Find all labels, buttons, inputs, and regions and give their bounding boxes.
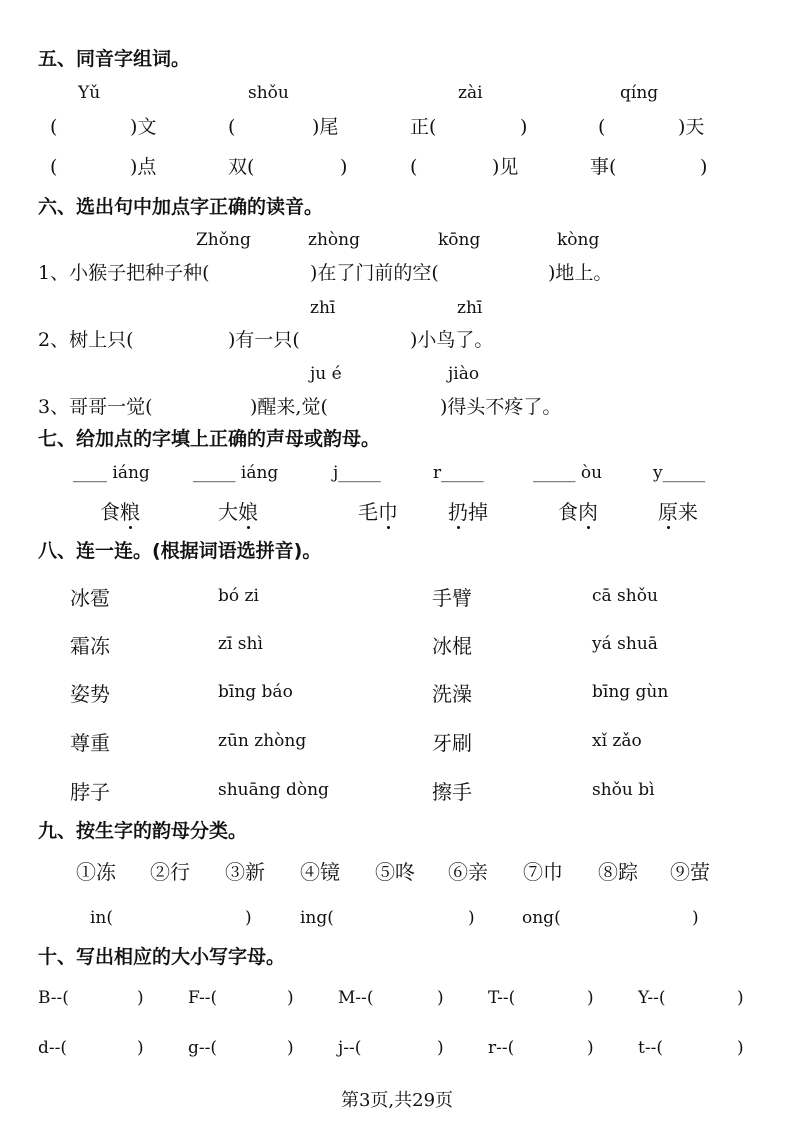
pinyin-option[interactable]: bó zi [218, 586, 259, 606]
char-item: ⑤咚 [375, 860, 415, 884]
letter-item: ) [137, 1038, 144, 1058]
char-item: ③新 [225, 860, 265, 884]
pinyin: qíng [620, 83, 659, 103]
letter-item: ) [587, 1038, 594, 1058]
word[interactable]: 脖子 [70, 780, 110, 804]
blank[interactable]: ____ iáng [73, 463, 150, 483]
question-1: 1、小猴子把种子种( [38, 262, 210, 284]
word-part: )点 [130, 156, 157, 178]
pinyin: Yǔ [78, 83, 101, 103]
paren: ( [410, 156, 418, 178]
page-footer: 第3页,共29页 [340, 1090, 454, 1111]
char-item: ⑥亲 [448, 860, 488, 884]
pinyin: kōng [438, 230, 481, 250]
section-8-title: 八、连一连。(根据词语选拼音)。 [38, 540, 322, 562]
letter-item: M--( [338, 988, 374, 1008]
word-part: )见 [492, 156, 519, 178]
word-part: 正( [410, 116, 437, 138]
char-item: ⑨萤 [670, 860, 710, 884]
pinyin: zhī [310, 298, 336, 318]
pinyin-option[interactable]: bīng gùn [592, 682, 669, 702]
letter-item: ) [437, 1038, 444, 1058]
letter-item: r--( [488, 1038, 515, 1058]
char-item: ⑧踪 [598, 860, 638, 884]
category-in: ) [245, 908, 252, 928]
pinyin: zhī [457, 298, 483, 318]
question-3: )醒来,觉( [250, 396, 328, 418]
letter-item: ) [737, 1038, 744, 1058]
word-with-dot: 食粮 [100, 500, 140, 524]
letter-item: ) [137, 988, 144, 1008]
char-item: ⑦巾 [523, 860, 563, 884]
letter-item: g--( [188, 1038, 218, 1058]
pinyin: Zhǒng [196, 230, 251, 250]
question-2: )小鸟了。 [410, 329, 494, 351]
word[interactable]: 姿势 [70, 682, 110, 706]
pinyin-option[interactable]: shǒu bì [592, 780, 655, 800]
section-6-title: 六、选出句中加点字正确的读音。 [38, 196, 324, 218]
pinyin: zài [458, 83, 483, 103]
word-part: )尾 [312, 116, 339, 138]
pinyin-option[interactable]: bīng báo [218, 682, 293, 702]
char-item: ②行 [150, 860, 190, 884]
word[interactable]: 冰棍 [432, 634, 472, 658]
question-1: )地上。 [548, 262, 613, 284]
word[interactable]: 霜冻 [70, 634, 110, 658]
dotted-char: 粮 [120, 500, 140, 524]
char-item: ①冻 [76, 860, 116, 884]
blank[interactable]: r_____ [433, 463, 484, 483]
letter-item: ) [287, 988, 294, 1008]
paren: ( [228, 116, 236, 138]
section-5-title: 五、同音字组词。 [38, 48, 191, 70]
category-ong: ong( [522, 908, 561, 928]
pinyin-option[interactable]: yá shuā [592, 634, 658, 654]
blank[interactable]: j_____ [333, 463, 381, 483]
section-7-title: 七、给加点的字填上正确的声母或韵母。 [38, 428, 381, 450]
word-part: )文 [130, 116, 157, 138]
dotted-char: 原 [658, 500, 678, 524]
blank[interactable]: y_____ [653, 463, 706, 483]
paren: ) [700, 156, 708, 178]
dotted-char: 肉 [578, 500, 598, 524]
pinyin-option[interactable]: shuāng dòng [218, 780, 329, 800]
letter-item: j--( [338, 1038, 362, 1058]
category-ong: ) [692, 908, 699, 928]
pinyin: jiào [448, 364, 480, 384]
pinyin-option[interactable]: xǐ zǎo [592, 731, 642, 751]
category-in: in( [90, 908, 114, 928]
blank[interactable]: _____ iáng [193, 463, 279, 483]
word[interactable]: 手臂 [432, 586, 472, 610]
word-with-dot: 毛巾 [358, 500, 398, 524]
paren: ) [520, 116, 528, 138]
section-10-title: 十、写出相应的大小写字母。 [38, 946, 286, 968]
letter-item: ) [737, 988, 744, 1008]
letter-item: d--( [38, 1038, 68, 1058]
letter-item: t--( [638, 1038, 663, 1058]
char-item: ④镜 [300, 860, 340, 884]
pinyin: kòng [557, 230, 600, 250]
letter-item: B--( [38, 988, 69, 1008]
letter-item: F--( [188, 988, 218, 1008]
letter-item: ) [287, 1038, 294, 1058]
question-2: 2、树上只( [38, 329, 134, 351]
pinyin-option[interactable]: zūn zhòng [218, 731, 307, 751]
word-part: 事( [590, 156, 617, 178]
paren: ( [50, 116, 58, 138]
paren: ( [50, 156, 58, 178]
word-part: )天 [678, 116, 705, 138]
category-ing: ing( [300, 908, 334, 928]
dotted-char: 巾 [378, 500, 398, 524]
word-part: 双( [228, 156, 255, 178]
word-with-dot: 扔掉 [448, 500, 488, 524]
letter-item: ) [587, 988, 594, 1008]
letter-item: Y--( [638, 988, 666, 1008]
paren: ( [598, 116, 606, 138]
question-2: )有一只( [228, 329, 300, 351]
category-ing: ) [468, 908, 475, 928]
word-with-dot: 食肉 [558, 500, 598, 524]
pinyin: shǒu [248, 83, 289, 103]
word[interactable]: 尊重 [70, 731, 110, 755]
word[interactable]: 擦手 [432, 780, 472, 804]
pinyin-option[interactable]: cā shǒu [592, 586, 658, 606]
blank[interactable]: _____ òu [533, 463, 603, 483]
pinyin: zhòng [308, 230, 360, 250]
dotted-char: 扔 [448, 500, 468, 524]
section-9-title: 九、按生字的韵母分类。 [38, 820, 248, 842]
word[interactable]: 牙刷 [432, 731, 472, 755]
paren: ) [340, 156, 348, 178]
letter-item: T--( [488, 988, 516, 1008]
question-3: )得头不疼了。 [440, 396, 562, 418]
word[interactable]: 洗澡 [432, 682, 472, 706]
word-with-dot: 原来 [658, 500, 698, 524]
pinyin-option[interactable]: zī shì [218, 634, 263, 654]
word[interactable]: 冰雹 [70, 586, 110, 610]
pinyin: ju é [310, 364, 342, 384]
word-with-dot: 大娘 [218, 500, 258, 524]
question-3: 3、哥哥一觉( [38, 396, 153, 418]
dotted-char: 娘 [238, 500, 258, 524]
question-1: )在了门前的空( [310, 262, 439, 284]
letter-item: ) [437, 988, 444, 1008]
